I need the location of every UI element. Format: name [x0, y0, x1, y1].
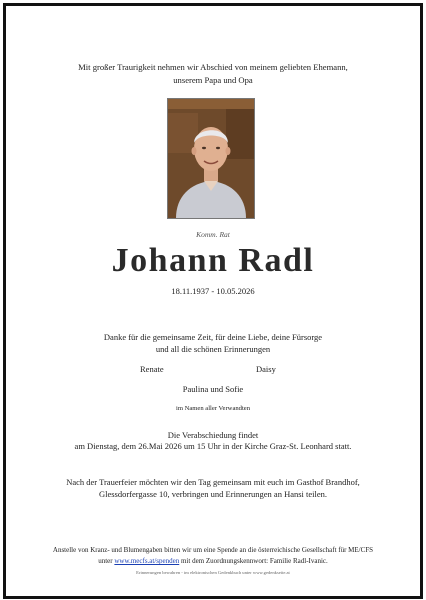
thanks-line-1: Danke für die gemeinsame Zeit, für deine Liebe, deine Fürsorge	[103, 332, 323, 342]
farewell-line-2: am Dienstag, dem 26.Mai 2026 um 15 Uhr in der Kirche Graz-St. Leonhard statt.	[74, 441, 352, 451]
donation-prefix: unter	[98, 557, 113, 565]
honorific-title: Komm. Rat	[196, 230, 230, 239]
meal-line-1: Nach der Trauerfeier möchten wir den Tag gemeinsam mit euch im Gasthof Brandhof,	[66, 477, 360, 487]
footer-note: Erinnerungen bewahren - im elektronischen Gedenkbuch unter www.gedenkseite.at	[136, 570, 290, 575]
meal-line-2: Glessdorfergasse 10, verbringen und Erinnerungen an Hansi teilen.	[98, 489, 328, 499]
portrait-photo	[167, 98, 255, 219]
donation-info	[0, 545, 426, 567]
intro-line-1: Mit großer Traurigkeit nehmen wir Abschied von meinem geliebten Ehemann,	[78, 62, 348, 72]
grandchildren-names: Paulina und Sofie	[182, 384, 244, 394]
donation-line-1: Anstelle von Kranz- und Blumengaben bitten wir um eine Spende an die österreichische Gesellschaft für ME/CFS	[52, 546, 374, 554]
thanks-line-2: und all die schönen Erinnerungen	[155, 344, 271, 354]
farewell-info	[0, 430, 426, 452]
intro-line-2: unserem Papa und Opa	[173, 75, 253, 85]
intro-text	[0, 61, 426, 87]
life-dates: 18.11.1937 - 10.05.2026	[171, 286, 255, 296]
mourner-daisy: Daisy	[256, 364, 276, 374]
relatives-note: im Namen aller Verwandten	[175, 405, 251, 412]
farewell-line-1: Die Verabschiedung findet	[167, 430, 259, 440]
deceased-name: Johann Radl	[111, 242, 315, 279]
donation-link[interactable]: www.mecfs.at/spenden	[114, 557, 180, 565]
donation-line-2	[0, 556, 426, 567]
mourner-renate: Renate	[140, 364, 164, 374]
thanks-text	[0, 331, 426, 355]
reception-info	[0, 476, 426, 500]
donation-suffix: mit dem Zuordnungskennwort: Familie Radl-Ivanic.	[180, 557, 328, 565]
obituary-card	[3, 3, 423, 599]
